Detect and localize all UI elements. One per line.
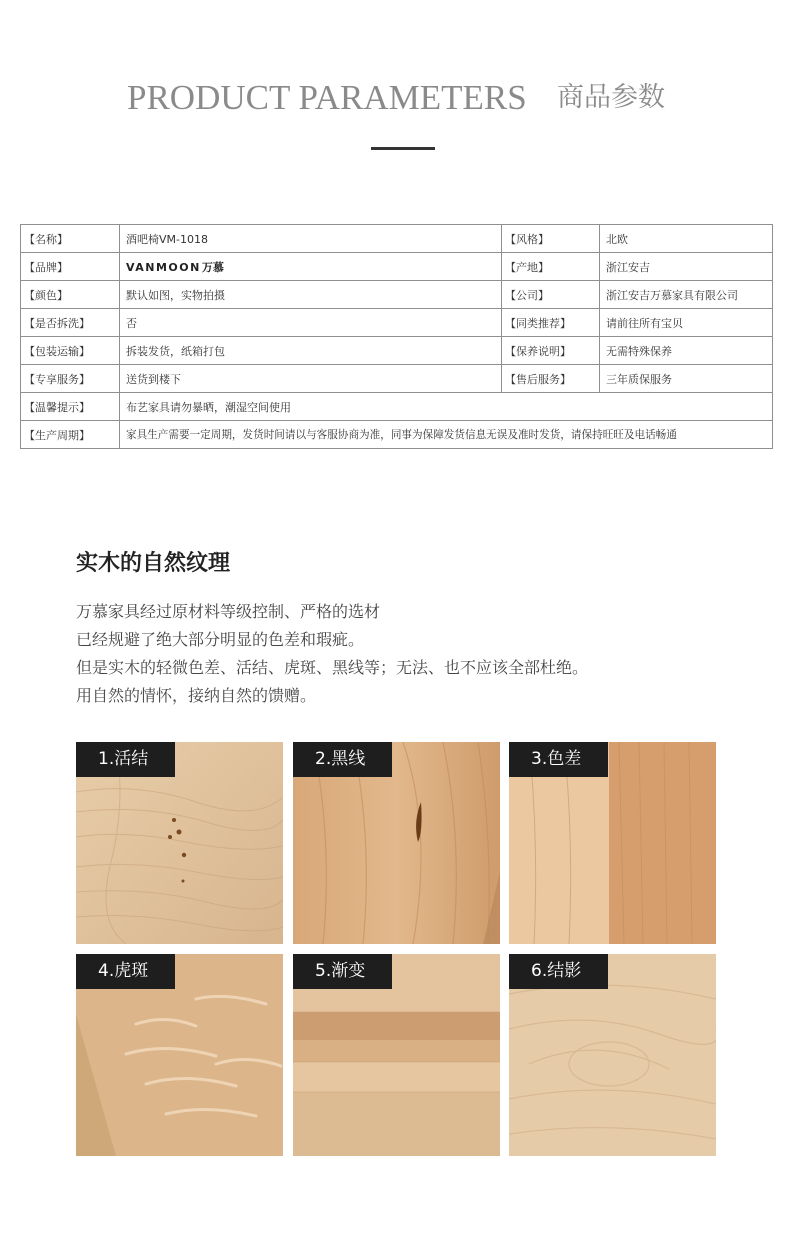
param-value: 酒吧椅VM-1018 [120, 225, 502, 253]
title-english: PRODUCT PARAMETERS [127, 78, 527, 117]
param-key: 【产地】 [502, 253, 600, 281]
param-key: 【包装运输】 [21, 337, 120, 365]
description-line: 但是实木的轻微色差、活结、虎斑、黑线等；无法、也不应该全部杜绝。 [76, 658, 589, 677]
param-value: 默认如图，实物拍摄 [120, 281, 502, 309]
wood-tile-color-difference [509, 742, 716, 944]
param-value: 北欧 [600, 225, 773, 253]
table-row [21, 365, 773, 393]
page-header [0, 78, 790, 128]
param-key: 【风格】 [502, 225, 600, 253]
param-value: 家具生产需要一定周期，发货时间请以与客服协商为准，同事为保障发货信息无误及准时发货，请保持旺旺及电话畅通 [120, 421, 773, 449]
brand-logo-cell [120, 253, 502, 281]
section-title: 实木的自然纹理 [76, 551, 231, 576]
param-key: 【公司】 [502, 281, 600, 309]
param-key: 【专享服务】 [21, 365, 120, 393]
param-key: 【颜色】 [21, 281, 120, 309]
title-chinese: 商品参数 [557, 82, 665, 113]
tile-label: 6.结影 [509, 954, 608, 989]
wood-texture-section [76, 548, 736, 710]
table-row [21, 253, 773, 281]
tile-label: 1.活结 [76, 742, 175, 777]
param-value: 否 [120, 309, 502, 337]
wood-tile-knot-shadow [509, 954, 716, 1156]
param-key: 【生产周期】 [21, 421, 120, 449]
param-value: 送货到楼下 [120, 365, 502, 393]
param-value: 浙江安吉 [600, 253, 773, 281]
tile-label: 2.黑线 [293, 742, 392, 777]
wood-tile-black-line [293, 742, 500, 944]
product-params-table [20, 224, 773, 449]
brand-logo-latin: VANMOON [126, 260, 201, 274]
param-key: 【售后服务】 [502, 365, 600, 393]
param-value: 浙江安吉万慕家具有限公司 [600, 281, 773, 309]
wood-feature-grid [76, 742, 716, 1156]
param-value: 拆装发货，纸箱打包 [120, 337, 502, 365]
description-line: 已经规避了绝大部分明显的色差和瑕疵。 [76, 630, 365, 649]
param-value: 三年质保服务 [600, 365, 773, 393]
description-line: 万慕家具经过原材料等级控制、严格的选材 [76, 602, 381, 621]
brand-logo-cn: 万慕 [201, 260, 224, 274]
param-value: 请前往所有宝贝 [600, 309, 773, 337]
param-key: 【品牌】 [21, 253, 120, 281]
param-value: 布艺家具请勿暴晒，潮湿空间使用 [120, 393, 773, 421]
table-row [21, 281, 773, 309]
tile-label: 3.色差 [509, 742, 608, 777]
table-row [21, 309, 773, 337]
table-row [21, 393, 773, 421]
table-row [21, 225, 773, 253]
param-key: 【是否拆洗】 [21, 309, 120, 337]
param-key: 【同类推荐】 [502, 309, 600, 337]
table-row [21, 421, 773, 449]
tile-label: 5.渐变 [293, 954, 392, 989]
param-key: 【保养说明】 [502, 337, 600, 365]
param-key: 【温馨提示】 [21, 393, 120, 421]
description-line: 用自然的情怀，接纳自然的馈赠。 [76, 686, 317, 705]
title-divider [371, 147, 435, 150]
tile-label: 4.虎斑 [76, 954, 175, 989]
wood-tile-gradient [293, 954, 500, 1156]
param-value: 无需特殊保养 [600, 337, 773, 365]
param-key: 【名称】 [21, 225, 120, 253]
brand-logo [126, 261, 224, 274]
table-row [21, 337, 773, 365]
wood-tile-knot [76, 742, 283, 944]
wood-tile-tiger-stripe [76, 954, 283, 1156]
section-description [76, 598, 736, 710]
